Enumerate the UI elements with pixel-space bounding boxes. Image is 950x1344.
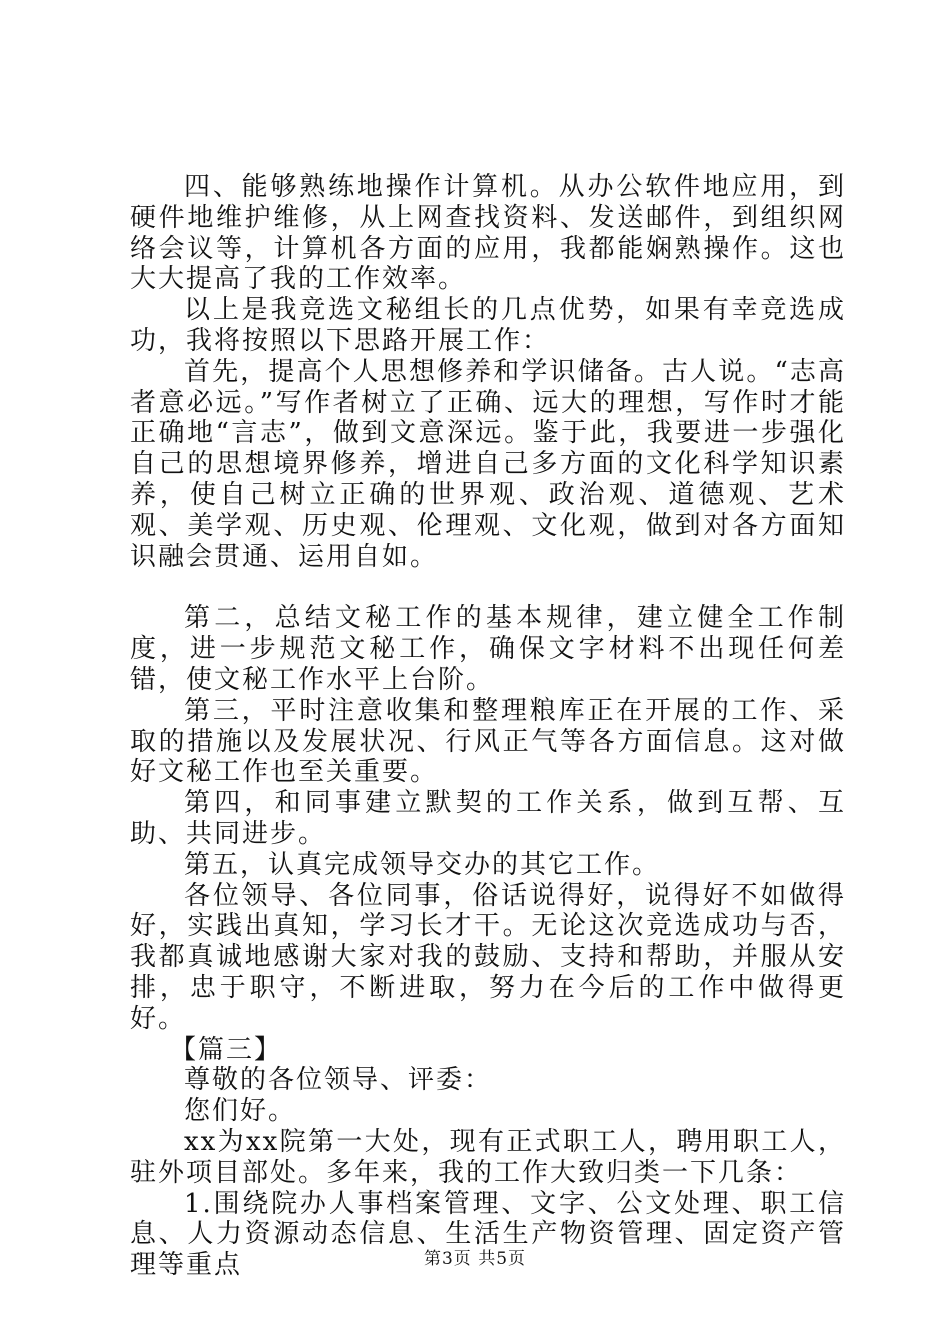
paragraph-computer-skills: 四、能够熟练地操作计算机。从办公软件地应用，到硬件地维护维修，从上网查找资料、发送邮件，到组织网络会议等，计算机各方面的应用，我都能娴熟操作。这也大大提高了我的工作效率。 <box>130 172 846 295</box>
paragraph-department-intro: xx为xx院第一大处，现有正式职工人，聘用职工人，驻外项目部处。多年来，我的工作大致归类一下几条： <box>130 1126 846 1188</box>
paragraph-first: 首先，提高个人思想修养和学识储备。古人说。“志高者意必远。”写作者树立了正确、远大的理想，写作时才能正确地“言志”，做到文意深远。鉴于此，我要进一步强化自己的思想境界修养，增进自己多方面的文化科学知识素养，使自己树立正确的世界观、政治观、道德观、艺术观、美学观、历史观、伦理观、文化观，做到对各方面知识融会贯通、运用自如。 <box>130 356 846 572</box>
paragraph-second: 第二，总结文秘工作的基本规律，建立健全工作制度，进一步规范文秘工作，确保文字材料不出现任何差错，使文秘工作水平上台阶。 <box>130 603 846 695</box>
paragraph-fifth: 第五，认真完成领导交办的其它工作。 <box>184 849 661 880</box>
paragraph-fourth: 第四，和同事建立默契的工作关系，做到互帮、互助、共同进步。 <box>130 788 846 849</box>
greeting: 您们好。 <box>184 1096 297 1127</box>
section-heading: 【篇三】 <box>170 1034 283 1065</box>
salutation: 尊敬的各位领导、评委： <box>184 1065 493 1096</box>
page-number: 第3页 共5页 <box>423 1249 527 1269</box>
paragraph-item-1: 1.围绕院办人事档案管理、文字、公文处理、职工信息、人力资源动态信息、生活生产物资管理、固定资产管理等重点 <box>130 1188 846 1281</box>
paragraph-gap <box>130 572 846 603</box>
document-body <box>130 172 846 1281</box>
paragraph-closing: 各位领导、各位同事，俗话说得好，说得好不如做得好，实践出真知，学习长才干。无论这次竞选成功与否，我都真诚地感谢大家对我的鼓励、支持和帮助，并服从安排，忠于职守，不断进取，努力在今后的工作中做得更好。 <box>130 880 846 1034</box>
paragraph-work-plan-intro: 以上是我竞选文秘组长的几点优势，如果有幸竞选成功，我将按照以下思路开展工作： <box>130 295 846 356</box>
paragraph-third: 第三，平时注意收集和整理粮库正在开展的工作、采取的措施以及发展状况、行风正气等各方面信息。这对做好文秘工作也至关重要。 <box>130 695 846 788</box>
